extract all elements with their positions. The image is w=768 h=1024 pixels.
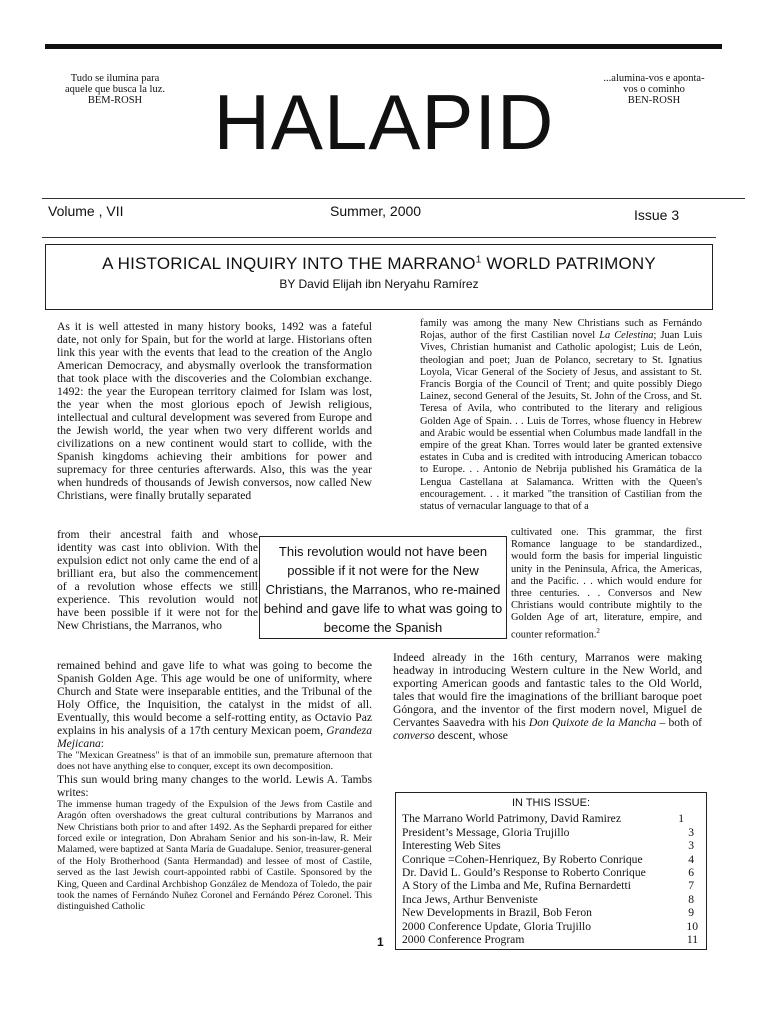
left-motto-line: Tudo se ilumina para [70,73,160,84]
issue-rule [42,237,716,238]
article-byline: BY David Elijah ibn Neryahu Ramírez [279,277,479,291]
in-this-issue-heading: IN THIS ISSUE: [511,797,591,809]
right-column-quote-wrap [511,527,702,641]
paragraph: from their ancestral faith and whose identity was cast into oblivion. With the expulsion edict not only came the end of a brilliant era, but also the commencement of a revolution whose effects we still experience. This revolution would not have been possible if it were not for the New Christians, the Marranos, who [57,528,258,632]
list-item[interactable]: Interesting Web Sites 3 [402,839,694,853]
list-item[interactable]: Inca Jews, Arthur Benveniste 8 [402,892,694,906]
list-item[interactable]: Dr. David L. Gould’s Response to Roberto Conrique 6 [402,866,694,880]
masthead-title: HALAPID [213,78,555,166]
list-item[interactable]: The Marrano World Patrimony, David Ramirez 1 [402,812,684,826]
left-motto-line: BEM-ROSH [87,95,143,106]
pull-quote: This revolution would not have been possible if it not were for the New Christians, the Marranos, who re-mained behind and gave life to what was going to become the Spanish [259,536,507,639]
left-column-wrap [57,528,258,632]
top-rule [45,44,722,49]
right-motto [588,73,720,106]
list-item[interactable]: New Developments in Brazil, Bob Feron 9 [402,906,694,920]
block-quote: cultivated one. This grammar, the first Romance language to be standardized., would form the basis for imperial linguistic unity in the Peninsula, Africa, the Americas, and the Pacific. . . which would endure for three centuries. . . Conversos and New Christians would contribute mightily to the Golden Age of art, literature, empire, and counter reformation.$^2$ [511,527,702,641]
right-motto-line: vos o cominho [623,84,685,95]
list-item[interactable]: 2000 Conference Update, Gloria Trujillo 10 [402,919,698,933]
list-item[interactable]: President’s Message, Gloria Trujillo 3 [402,825,694,839]
list-item[interactable]: 2000 Conference Program 11 [402,933,698,947]
season-label: Summer, 2000 [330,203,422,219]
paragraph: remained behind and gave life to what was going to become the Spanish Golden Age. This age would be one of uniformity, where Church and State were inseparable entities, and the Tribunal of the Holy Office, the Inquisition, the catalyst in the midst of all. Eventually, this would become a self-rotting entity, as Octavio Paz explains in his analysis of a 17th century Mexican poem, Grandeza Mejicana: [57,659,372,750]
article-title: A HISTORICAL INQUIRY INTO THE MARRANO$^1$ WORLD PATRIMONY [102,254,656,273]
right-column-quote [420,318,702,513]
volume-label: Volume , VII [48,203,124,219]
article-title-box [45,244,713,310]
page-number: 1 [377,935,384,949]
block-quote: The immense human tragedy of the Expulsion of the Jews from Castile and Aragón often overshadows the great cultural contributions by Marranos and New Christians both prior to and after 1492. As the Sephardi prepared for either forced exile or integration, Don Abraham Senior and his son-in-law, R. Meir Malamed, were baptized at Santa María de Guadalupe. Senior, treasurer-general of the Holy Brotherhood (Santa Hermandad) and lessee of most of Castile, served as the last Jewish court-appointed rabbi of Castile. Sponsored by the King, Queen and Cardinal Archbishop González de Mendoza of Toledo, the pair took the names of Fernándo Nuñez Coronel and Fernándo Pérez Coronel. This distinguished Catholic [57,798,372,913]
list-item[interactable]: Conrique =Cohen-Henriquez, By Roberto Conrique 4 [402,852,694,866]
masthead-rule [42,198,745,199]
right-motto-line: BEN-ROSH [627,95,681,106]
right-motto-line: ...alumina-vos e aponta- [603,73,705,84]
issue-label: Issue 3 [634,207,680,223]
list-item[interactable]: A Story of the Limba and Me, Rufina Bernardetti 7 [402,879,694,893]
left-motto-line: aquele que busca la luz. [65,84,165,95]
block-quote: family was among the many New Christians such as Fernándo Rojas, author of the first Castilian novel La Celestina; Juan Luis Vives, Christian humanist and Catholic apologist; Luis de León, theologian and poet; Juan de Polanco, secretary to St. Ignatius Loyola, Vicar General of the Society of Jesus, and assistant to St. Francis Borgia of the Council of Trent; and quite possibly Diego Lainez, second General of the Jesuits, St. John of the Cross, and St. Teresa of Avila, who contributed to the literary and religious Golden Age of Spain. . . Luis de Torres, whose fluency in Hebrew and Arabic would be essential when Columbus made landfall in the empire of the great Khan. Torres would later be granted extensive estates in Cuba and is credited with introducing American tobacco to Europe. . . Antonio de Nebrija published his Gramática de la Lengua Castellana at Salamanca. Written with the Queen's encouragement. . . it marked "the transition of Castilian from the status of vernacular language to that of a [420,318,703,513]
block-quote: The "Mexican Greatness" is that of an immobile sun, premature afternoon that does not have anything else to conquer, except its own decomposition. [57,750,372,773]
left-column-lower [57,659,372,913]
in-this-issue-box [395,792,707,950]
paragraph: As it is well attested in many history books, 1492 was a fateful date, not only for Spain, but for the world at large. Historians often link this year with the events that lead to the creation of the Anglo American Democracy, and abysmally overlook the transformation that took place with the discoveries and the Colombian exchange. 1492: the year the European territory claimed for Islam was lost, the year when the most glorious epoch of Jewish religious, intellectual and cultural development was severed from Europe and the Jewish world, the year when two very different worlds and civilizations on a new continent would start to collide, with the Spanish kingdoms achieving their ambitions for power and supremacy for three centuries afterwards. Also, this was the year when hundreds of thousands of Jewish conversos, now called New Christians, were finally brutally separated [57,320,372,502]
paragraph: This sun would bring many changes to the world. Lewis A. Tambs writes: [57,772,372,799]
paragraph: Indeed already in the 16th century, Marranos were making headway in introducing Western culture in the New World, and exporting American goods and fantastic tales to the Old World, tales that would fire the imaginations of the brilliant baroque poet Góngora, and the inventor of the first modern novel, Miguel de Cervantes Saavedra with his Don Quixote de la Mancha – both of converso descent, whose [393,651,702,742]
left-column [57,320,372,502]
right-column-paragraph [393,651,702,742]
